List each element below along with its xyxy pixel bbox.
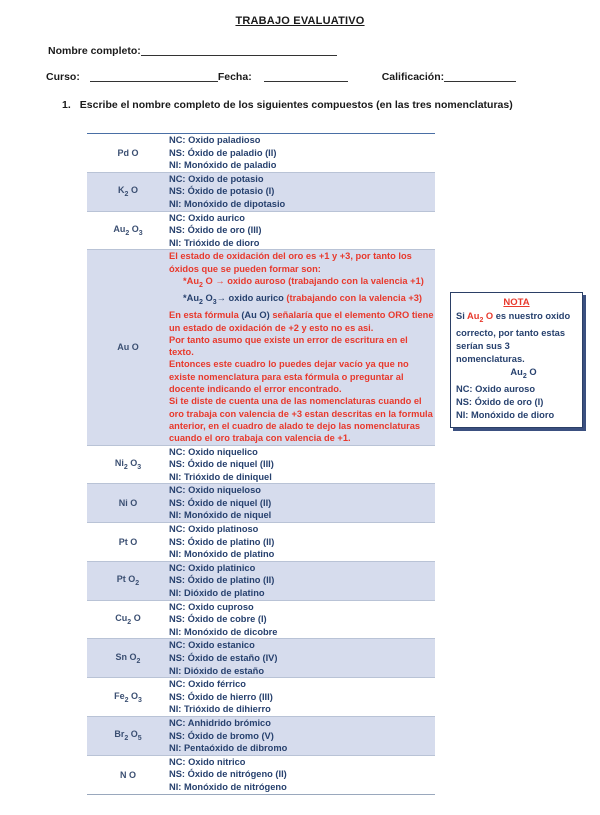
nota-name-ni: NI: Monóxido de dioro bbox=[456, 409, 555, 420]
compound-formula: $Fe_2$ $O_3$ bbox=[87, 678, 169, 717]
table-row bbox=[87, 250, 435, 445]
field-label-fecha: Fecha: bbox=[217, 71, 252, 83]
compound-formula: $K_2$ O bbox=[87, 172, 169, 211]
nomenclature-line: NC: Oxido aurico bbox=[169, 212, 245, 223]
compound-formula: $Ni_2$ $O_3$ bbox=[87, 445, 169, 484]
table-row bbox=[87, 484, 435, 523]
nomenclature-line: NS: Óxido de paladio (II) bbox=[169, 147, 277, 158]
nota-name-ns: NS: Óxido de oro (I) bbox=[456, 396, 544, 407]
nomenclature-line: NS: Óxido de potasio (I) bbox=[169, 186, 275, 197]
nomenclature-line: NC: Oxido platinoso bbox=[169, 524, 259, 535]
compound-formula: Ni O bbox=[87, 484, 169, 523]
compound-nomenclatures bbox=[169, 172, 435, 211]
table-row bbox=[87, 523, 435, 562]
compound-nomenclatures bbox=[169, 639, 435, 678]
table-row bbox=[87, 755, 435, 794]
compound-formula: Pt O bbox=[87, 523, 169, 562]
nomenclature-line: NI: Monóxido de dipotasio bbox=[169, 198, 286, 209]
nomenclature-line: NC: Oxido niquelico bbox=[169, 446, 258, 457]
nomenclature-line: NC: Oxido estanico bbox=[169, 640, 255, 651]
compounds-table bbox=[87, 133, 435, 795]
table-row bbox=[87, 678, 435, 717]
nomenclature-line: NI: Trióxido de dioro bbox=[169, 237, 260, 248]
nomenclature-line: NI: Dióxido de estaño bbox=[169, 665, 265, 676]
nomenclature-line: NI: Dióxido de platino bbox=[169, 588, 265, 599]
nombre-completo-input[interactable] bbox=[141, 55, 337, 56]
calificacion-input[interactable] bbox=[444, 81, 516, 82]
compound-formula: Au O bbox=[87, 250, 169, 445]
compound-nomenclatures bbox=[169, 678, 435, 717]
compound-formula: $Br_2$ $O_5$ bbox=[87, 716, 169, 755]
nomenclature-line: NC: Oxido férrico bbox=[169, 679, 246, 690]
nomenclature-line: NI: Monóxido de niquel bbox=[169, 510, 272, 521]
table-row bbox=[87, 600, 435, 639]
nomenclature-line: NS: Óxido de oro (III) bbox=[169, 225, 262, 236]
field-nombre-completo bbox=[48, 45, 600, 57]
nomenclature-line: NS: Óxido de platino (II) bbox=[169, 536, 275, 547]
nomenclature-line: NI: Monóxido de dicobre bbox=[169, 626, 278, 637]
table-row bbox=[87, 561, 435, 600]
table-row bbox=[87, 716, 435, 755]
nomenclature-line: NI: Monóxido de paladio bbox=[169, 160, 277, 171]
compound-formula: Pd O bbox=[117, 147, 139, 158]
nota-title: NOTA bbox=[503, 297, 530, 308]
compound-nomenclatures bbox=[169, 211, 435, 250]
compound-formula: Pt $O_2$ bbox=[87, 561, 169, 600]
nomenclature-line: NI: Monóxido de platino bbox=[169, 549, 275, 560]
nota-body: Si $Au_2$ O es nuestro oxido correcto, por tanto estas serían sus 3 nomenclaturas. bbox=[456, 311, 571, 364]
compound-formula: $Au_2$ $O_3$ bbox=[87, 211, 169, 250]
question-1 bbox=[62, 99, 600, 111]
nomenclature-line: NS: Óxido de cobre (I) bbox=[169, 614, 267, 625]
compound-nomenclatures bbox=[169, 134, 435, 173]
nomenclature-line: NC: Oxido de potasio bbox=[169, 173, 264, 184]
compound-formula: Sn $O_2$ bbox=[87, 639, 169, 678]
nomenclature-line: NI: Pentaóxido de dibromo bbox=[169, 743, 288, 754]
nomenclature-line: NS: Óxido de platino (II) bbox=[169, 575, 275, 586]
compound-formula: $Cu_2$ O bbox=[87, 600, 169, 639]
nomenclature-line: NC: Oxido paladioso bbox=[169, 135, 261, 145]
compound-annotation: El estado de oxidación del oro es +1 y +3, por tanto los óxidos que se pueden formar son: $*Au_2$ O → oxido auroso (trabajando con la valencia +1) $*Au_2$ $O_3\to$ oxido aurico (trabajando con la valencia +3) En esta fórmula (Au O) señalaría que el elemento ORO tiene un estado de oxidación de +2 y esto no es asi. Por tanto asumo que existe un error de escritura en el texto. Entonces este cuadro lo puedes dejar vacío ya que no existe nomenclatura para esta fórmula o preguntar al docente indicando el error encontrado. Si te diste de cuenta una de las nomenclaturas cuando el oro trabaja con valencia de +3 estan descritas en la formula anterior, en el cuadro de alado te dejo las nomenclaturas cuando el oro trabaja con valencia de +1. bbox=[169, 251, 434, 444]
nomenclature-line: NC: Anhidrido brómico bbox=[169, 717, 271, 728]
nomenclature-line: NC: Oxido nitrico bbox=[169, 756, 246, 767]
question-text: Escribe el nombre completo de los siguientes compuestos (en las tres nomenclaturas) bbox=[79, 99, 513, 111]
nomenclature-line: NS: Óxido de bromo (V) bbox=[169, 730, 274, 741]
compounds-table-body bbox=[87, 134, 435, 795]
nota-name-nc: NC: Oxido auroso bbox=[456, 383, 536, 394]
nomenclature-line: NI: Trióxido de dihierro bbox=[169, 704, 271, 715]
compound-nomenclatures bbox=[169, 600, 435, 639]
compound-nomenclatures bbox=[169, 755, 435, 794]
compound-nomenclatures bbox=[169, 523, 435, 562]
table-row bbox=[87, 639, 435, 678]
field-label-nombre: Nombre completo: bbox=[48, 45, 141, 57]
question-number: 1. bbox=[62, 99, 71, 111]
table-row bbox=[87, 211, 435, 250]
compound-nomenclatures bbox=[169, 716, 435, 755]
table-row bbox=[87, 172, 435, 211]
nomenclature-line: NI: Monóxido de nitrógeno bbox=[169, 781, 287, 792]
nota-formula: $Au_2$ O bbox=[510, 366, 537, 380]
curso-input[interactable] bbox=[90, 81, 218, 82]
nomenclature-line: NS: Óxido de estaño (IV) bbox=[169, 653, 278, 664]
nota-callout bbox=[450, 292, 583, 428]
page-title: TRABAJO EVALUATIVO bbox=[235, 15, 365, 27]
nomenclature-line: NS: Óxido de hierro (III) bbox=[169, 691, 273, 702]
form-row-curso-fecha-calificacion bbox=[46, 71, 600, 83]
field-label-calificacion: Calificación: bbox=[381, 71, 445, 83]
nomenclature-line: NI: Trióxido de diniquel bbox=[169, 471, 272, 482]
nomenclature-line: NC: Oxido cuproso bbox=[169, 601, 254, 612]
nomenclature-line: NS: Óxido de niquel (III) bbox=[169, 459, 274, 470]
nomenclature-line: NS: Óxido de nitrógeno (II) bbox=[169, 769, 287, 780]
compound-nomenclatures bbox=[169, 445, 435, 484]
table-row bbox=[87, 445, 435, 484]
compound-nomenclatures bbox=[169, 484, 435, 523]
compound-formula: N O bbox=[87, 755, 169, 794]
compound-nomenclatures bbox=[169, 561, 435, 600]
table-row bbox=[87, 134, 435, 173]
nomenclature-line: NC: Oxido niqueloso bbox=[169, 485, 261, 496]
nomenclature-line: NS: Óxido de niquel (II) bbox=[169, 497, 272, 508]
nomenclature-line: NC: Oxido platinico bbox=[169, 562, 256, 573]
fecha-input[interactable] bbox=[264, 81, 348, 82]
field-label-curso: Curso: bbox=[46, 71, 80, 83]
